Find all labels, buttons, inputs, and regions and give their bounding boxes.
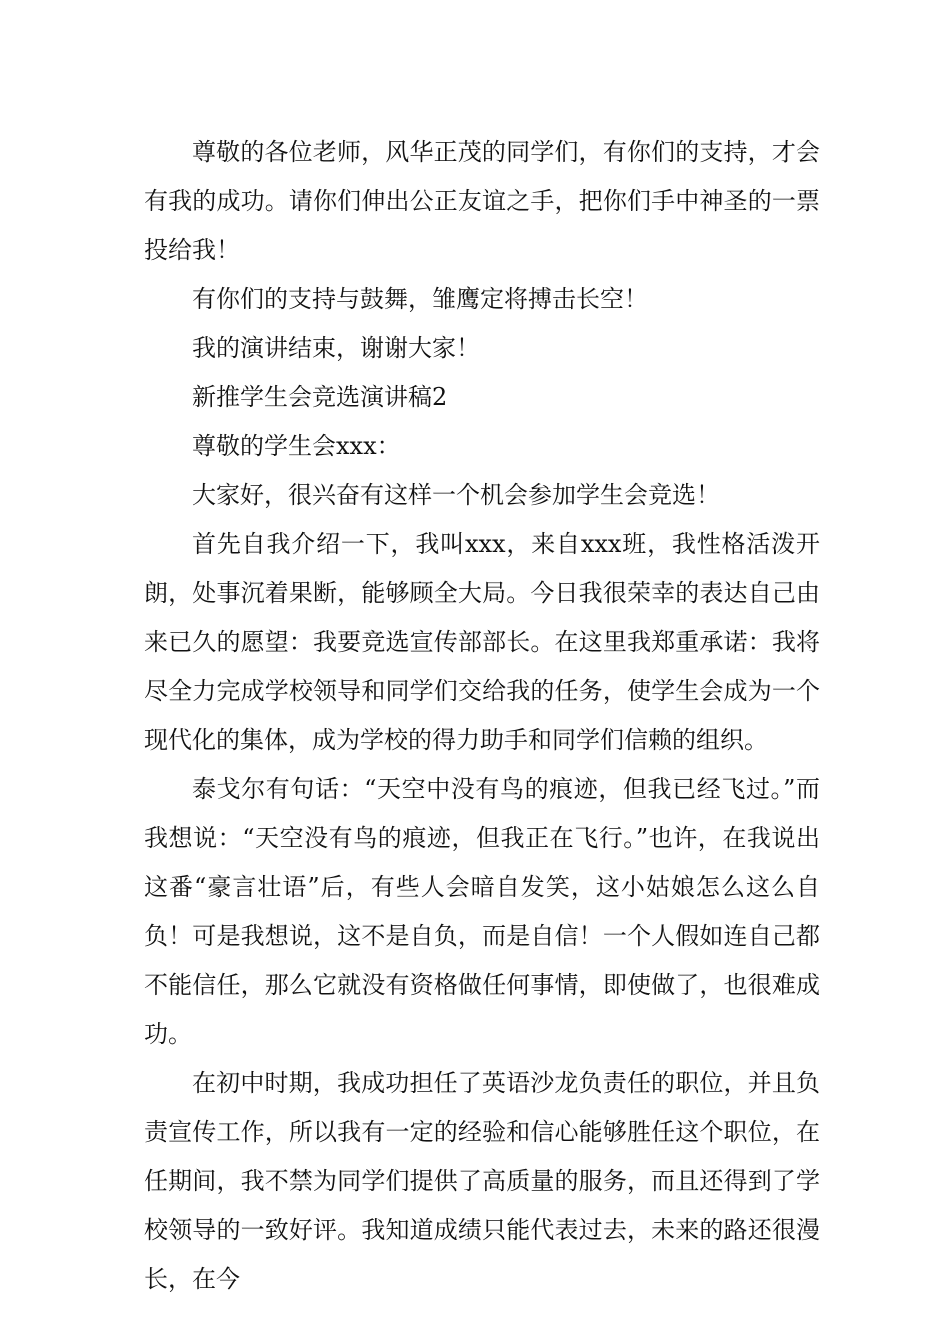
- paragraph-eagle: 有你们的支持与鼓舞，雏鹰定将搏击长空！: [192, 285, 648, 313]
- paragraph-speech-end: 我的演讲结束，谢谢大家！: [192, 334, 480, 362]
- paragraph-tagore-quote: 泰戈尔有句话：“天空中没有鸟的痕迹，但我已经飞过。”而我想说：“天空没有鸟的痕迹，但我正在飞行。”也许，在我说出这番“豪言壮语”后，有些人会暗自发笑，这小姑娘怎么这么自负！可是我想说，这不是自负，而是自信！一个人假如连自己都不能信任，那么它就没有资格做任何事情，即使做了，也很难成功。: [144, 775, 820, 1048]
- paragraph-support-closing: 尊敬的各位老师，风华正茂的同学们，有你们的支持，才会有我的成功。请你们伸出公正友谊之手，把你们手中神圣的一票投给我！: [144, 138, 820, 264]
- paragraph-greeting: 大家好，很兴奋有这样一个机会参加学生会竞选！: [192, 481, 720, 509]
- document-body: [144, 128, 820, 1304]
- paragraph-salutation: 尊敬的学生会xxx：: [192, 432, 401, 460]
- section-title: 新推学生会竞选演讲稿2: [192, 383, 448, 411]
- paragraph-self-introduction: 首先自我介绍一下，我叫xxx，来自xxx班，我性格活泼开朗，处事沉着果断，能够顾全大局。今日我很荣幸的表达自己由来已久的愿望：我要竞选宣传部部长。在这里我郑重承诺：我将尽全力完成学校领导和同学们交给我的任务，使学生会成为一个现代化的集体，成为学校的得力助手和同学们信赖的组织。: [144, 530, 820, 754]
- paragraph-experience: 在初中时期，我成功担任了英语沙龙负责任的职位，并且负责宣传工作，所以我有一定的经验和信心能够胜任这个职位，在任期间，我不禁为同学们提供了高质量的服务，而且还得到了学校领导的一致好评。我知道成绩只能代表过去，未来的路还很漫长，在今: [144, 1069, 820, 1293]
